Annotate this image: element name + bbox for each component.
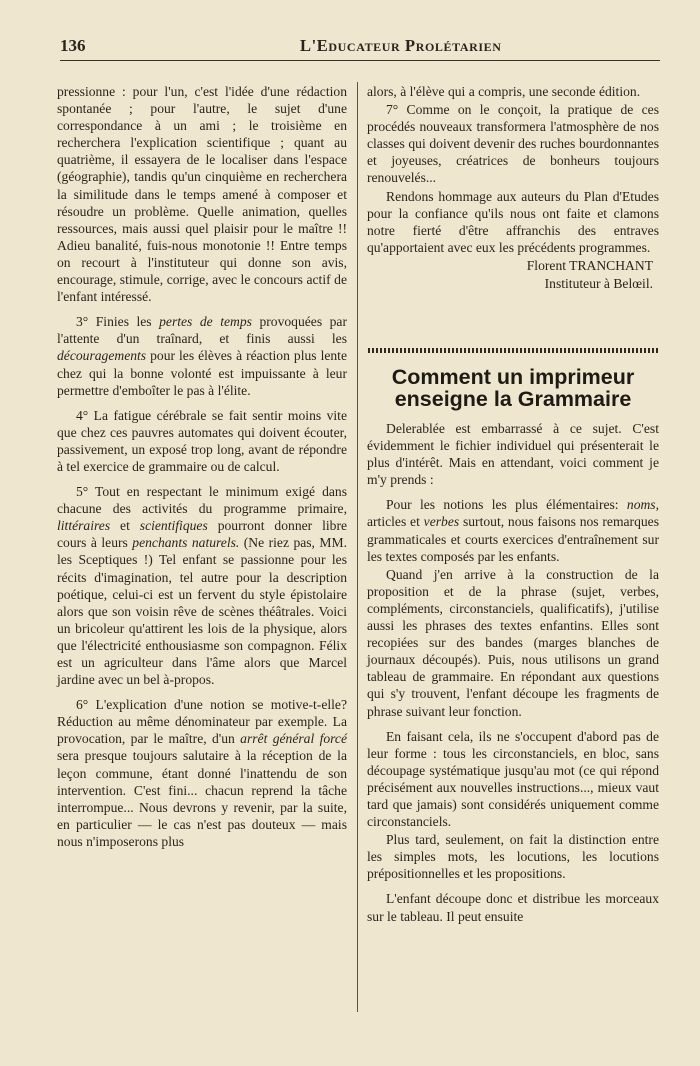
paragraph: 3° Finies les pertes de temps provoquées par l'attente d'un traînard, et finis aussi les découragements pour les élèves à réaction plus lente chez qui la bonne volonté est impuissante à leur permettre d'emboîter le pas à l'élite. <box>57 314 347 398</box>
paragraph: Quand j'en arrive à la construction de la proposition et de la phrase (sujet, verbes, compléments, circonstanciels, qualificatifs), j'utilise aussi les phrases des textes enfantins. Elles sont recopiées sur des bandes (marges blanches de journaux découpés). Puis, nous utilisons un grand tableau de grammaire. En répondant aux questions qui s'y trouvent, l'enfant découpe les fragments de phrase suivant leur fonction. <box>367 566 659 719</box>
paragraph: pressionne : pour l'un, c'est l'idée d'une rédaction spontanée ; pour l'autre, le sujet d'une correspondance à un ami ; le troisième en recherchera l'explication scientifique ; quant au quatrième, il essayera de le localiser dans l'espace (géographie), tandis qu'un cinquième en recherchera la similitude dans le temps amené à composer et résoudre un problème. Quelle animation, quelles ressources, mais aussi quel plaisir pour le maître !! Adieu banalité, fuis-nous monotonie !! Entre temps on recourt à l'instituteur qui donne son avis, encourage, stimule, corrige, avec le concours actif de l'enfant intéressé. <box>57 84 347 305</box>
page-header <box>60 36 660 61</box>
signature-role: Instituteur à Belœil. <box>544 276 653 292</box>
dotted-separator <box>368 348 658 353</box>
paragraph: 4° La fatigue cérébrale se fait sentir moins vite que chez ces pauvres automates qui doivent écouter, passivement, un exposé trop long, avant de répondre à tel exercice de grammaire ou de calcul. <box>57 407 347 474</box>
paragraph: L'enfant découpe donc et distribue les morceaux sur le tableau. Il peut ensuite <box>367 891 659 924</box>
journal-title: L'Educateur Prolétarien <box>300 36 502 55</box>
article-title-line: Comment un imprimeur <box>391 365 635 389</box>
paragraph: Pour les notions les plus élémentaires: noms, articles et verbes surtout, nous faisons nos remarques grammaticales et courts exercices d'entraînement sur les textes composés par les enfants. <box>367 497 660 564</box>
paragraph: 6° L'explication d'une notion se motive-t-elle? Réduction au même dénominateur par exemple. La provocation, par le maître, d'un arrêt général forcé sera presque toujours salutaire à la réception de la leçon commune, étant donné l'inattendu de son intervention. C'est fini... chacun reprend la tâche interrompue... Nous devrons y revenir, par la suite, en particulier — le cas n'est pas douteux — mais nous n'imposerons plus <box>57 697 347 849</box>
article-title-line: enseigne la Grammaire <box>394 387 632 411</box>
column-divider <box>357 82 358 1012</box>
signature-name: Florent TRANCHANT <box>526 257 653 273</box>
paragraph: Rendons hommage aux auteurs du Plan d'Etudes pour la confiance qu'ils nous ont faite et clamons notre fierté d'être affranchis des entraves qu'apportaient avec eux les précédents programmes. <box>367 188 659 255</box>
paragraph: 7° Comme on le conçoit, la pratique de ces procédés nouveaux transformera l'atmosphère de nos classes qui doivent devenir des ruches bourdonnantes et joyeuses, créatrices de bonheurs toujours renouvelés... <box>367 102 659 186</box>
paragraph: 5° Tout en respectant le minimum exigé dans chacune des activités du programme primaire, littéraires et scientifiques pourront donner libre cours à leurs penchants naturels. (Ne riez pas, MM. les Sceptiques !) Tel enfant se passionne pour les récits d'imagination, tel autre pour la description poétique, celui-ci est un fervent du style épistolaire alors que son voisin rêve de scènes théâtrales. Voici un bricoleur qu'attirent les lois de la physique, alors que l'électricité enthousiasme son compagnon. Félix est un agriculteur dans l'âme alors que Marcel jardine avec un bel à-propos. <box>57 484 348 688</box>
left-column <box>57 83 347 850</box>
paragraph: alors, à l'élève qui a compris, une seconde édition. <box>367 84 641 99</box>
paragraph: Delerablée est embarrassé à ce sujet. C'est évidemment le fichier individuel qui présenterait le plus d'intérêt. Mais en attendant, voici comment je m'y prends : <box>367 421 659 488</box>
right-column-top <box>367 83 659 292</box>
page-number: 136 <box>60 36 86 55</box>
article-body <box>367 420 659 925</box>
paragraph: En faisant cela, ils ne s'occupent d'abord pas de leur forme : tous les circonstanciels, en bloc, sans découpage systématique jusqu'au mot (ce qui répond précisément aux nouvelles instructions..., mieux vaut tard que jamais) sont considérés uniquement comme circonstanciels. <box>367 728 659 830</box>
paragraph: Plus tard, seulement, on fait la distinction entre les simples mots, les locutions, les locutions prépositionnelles et les propositions. <box>367 832 659 882</box>
article-title <box>367 366 659 410</box>
